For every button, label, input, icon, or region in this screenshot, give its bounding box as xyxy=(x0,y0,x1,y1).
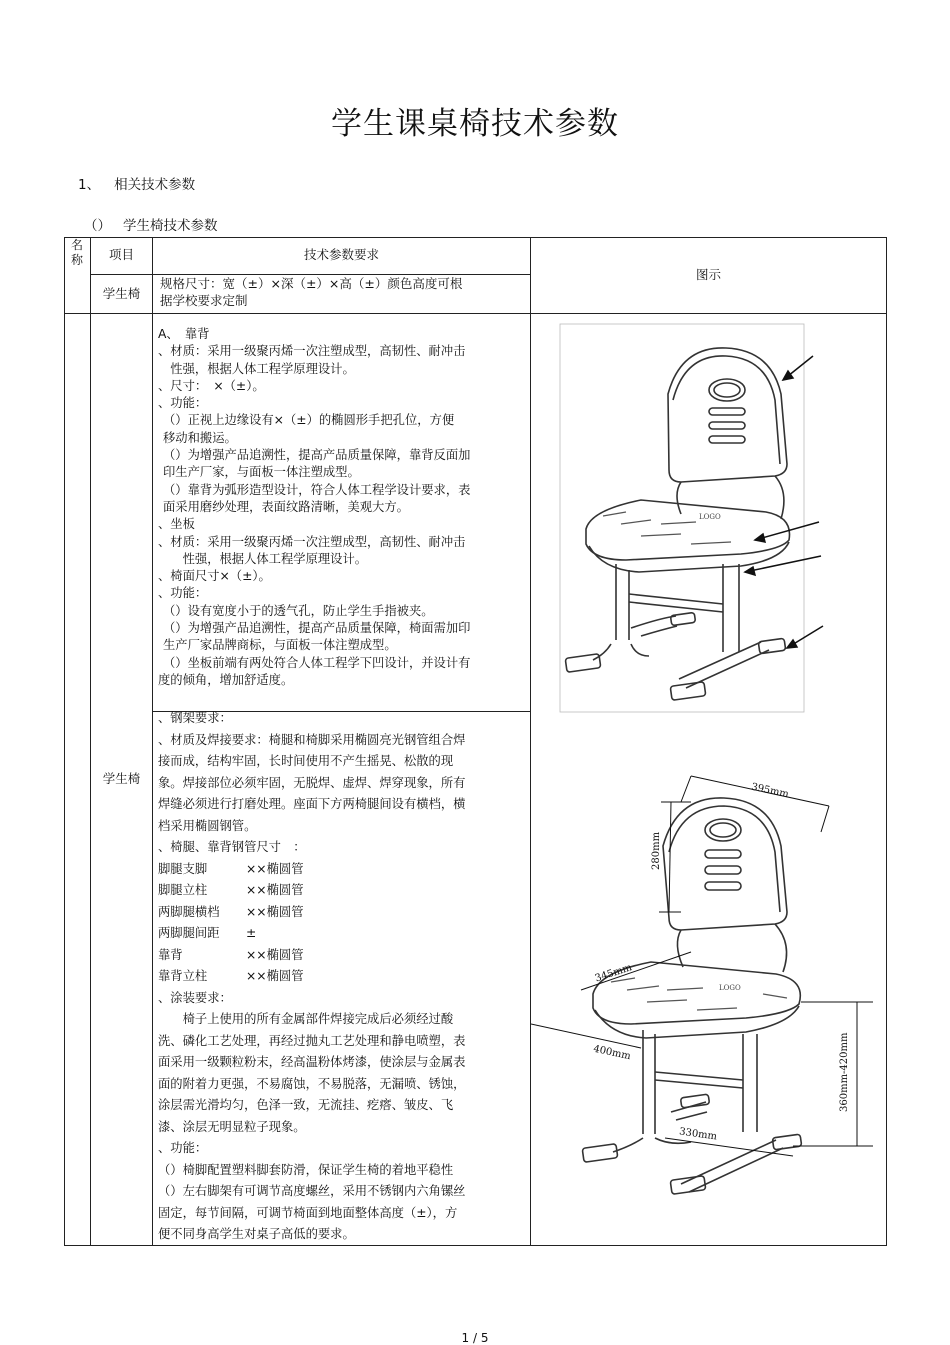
pipe-spec-row xyxy=(158,859,488,881)
dim-seat-height: 360mm-420mm xyxy=(839,1032,850,1112)
requirement-line: 度的倾角，增加舒适度。 xyxy=(158,672,294,687)
pipe-part: 两脚腿横档 xyxy=(158,904,220,919)
main-row-item: 学生椅 xyxy=(102,771,141,786)
requirement-line: 档采用椭圆钢管。 xyxy=(158,818,257,833)
header-requirements: 技术参数要求 xyxy=(303,247,379,262)
pipe-part: 脚腿支脚 xyxy=(158,861,208,876)
table-border-left xyxy=(64,237,65,1246)
requirement-line: 面采用一级颗粒粉末，经高温粉体烤漆，使涂层与金属表 xyxy=(158,1055,466,1069)
requirement-line: 、椅腿、靠背钢管尺寸 ： xyxy=(158,840,306,854)
seat-logo: LOGO xyxy=(699,513,721,521)
frame-requirements xyxy=(158,708,488,1246)
dim-seat-width: 345mm xyxy=(593,962,634,985)
pipe-part: 脚腿立柱 xyxy=(158,883,208,897)
requirement-line: 性强，根据人体工程学原理设计。 xyxy=(158,551,368,566)
spec-row-item: 学生椅 xyxy=(102,286,141,301)
requirement-line: 面采用磨纱处理，表面纹路清晰，美观大方。 xyxy=(163,499,409,514)
subsection-heading xyxy=(84,214,218,234)
chair-figure-1 xyxy=(531,314,886,714)
col-divider-1 xyxy=(90,237,91,1246)
pipe-spec: ××椭圆管 xyxy=(246,883,304,897)
requirement-line: （）设有宽度小于的透气孔，防止学生手指被夹。 xyxy=(163,603,434,618)
requirement-line: （）为增强产品追溯性，提高产品质量保障，靠背反面加 xyxy=(163,448,471,463)
requirement-line: 象。焊接部位必须牢固，无脱焊、虚焊、焊穿现象，所有 xyxy=(158,775,466,790)
table-border-right xyxy=(886,237,887,1246)
requirement-line: 、坐板 xyxy=(158,517,195,532)
requirement-line: 涂层需光滑均匀，色泽一致，无流挂、疙瘩、皱皮、飞 xyxy=(158,1098,454,1112)
spec-line: 规格尺寸：宽（±）×深（±）×高（±）颜色高度可根 xyxy=(160,276,463,291)
requirement-line: （）椅脚配置塑料脚套防滑，保证学生椅的着地平稳性 xyxy=(158,1162,454,1177)
requirement-line: 面的附着力更强，不易腐蚀，不易脱落，无漏喷、锈蚀， xyxy=(158,1076,466,1091)
requirement-line: 便不同身高学生对桌子高低的要求。 xyxy=(158,1227,355,1241)
requirement-line: A、 靠背 xyxy=(158,327,210,341)
pipe-part: 靠背立柱 xyxy=(158,969,208,983)
pipe-spec: ××椭圆管 xyxy=(246,904,304,919)
header-name: 名称 xyxy=(70,238,83,267)
pipe-spec-row xyxy=(158,880,488,902)
pipe-spec: ××椭圆管 xyxy=(246,861,304,876)
dim-seat-depth: 400mm xyxy=(592,1043,632,1063)
requirement-line: （）为增强产品追溯性，提高产品质量保障，椅面需加印 xyxy=(163,621,471,636)
requirement-line: 洗、磷化工艺处理，再经过抛丸工艺处理和静电喷塑，表 xyxy=(158,1033,466,1048)
backrest-seat-requirements xyxy=(158,326,488,689)
spec-row-requirements xyxy=(160,275,528,309)
section-number: 1、 xyxy=(78,177,101,193)
pipe-spec: ××椭圆管 xyxy=(246,947,304,962)
subsection-label: 学生椅技术参数 xyxy=(123,218,218,234)
requirement-line: 生产厂家品牌商标，与面板一体注塑成型。 xyxy=(163,638,397,653)
requirement-line: 、涂装要求： xyxy=(158,990,232,1005)
subsection-number: （） xyxy=(84,218,111,234)
requirement-line: （）左右脚架有可调节高度螺丝，采用不锈钢内六角镙丝 xyxy=(158,1184,466,1198)
requirement-line: 、功能： xyxy=(158,586,208,601)
dim-backrest-height: 280mm xyxy=(651,831,662,870)
table-border-top xyxy=(64,237,887,238)
requirement-line: （）靠背为弧形造型设计，符合人体工程学设计要求，表 xyxy=(163,482,471,497)
pipe-part: 靠背 xyxy=(158,947,183,962)
chair-figure-2 xyxy=(531,762,886,1202)
page-number: 1 / 5 xyxy=(461,1331,489,1345)
requirement-line: 固定，每节间隔，可调节椅面到地面整体高度（±），方 xyxy=(158,1205,458,1220)
pipe-spec-row xyxy=(158,945,488,967)
requirement-line: 漆、涂层无明显粒子现象。 xyxy=(158,1119,306,1134)
seat-logo: LOGO xyxy=(719,984,741,992)
col-divider-2 xyxy=(152,237,153,1246)
spec-line: 据学校要求定制 xyxy=(160,293,248,308)
page-title: 学生课桌椅技术参数 xyxy=(331,106,619,142)
requirement-line: 椅子上使用的所有金属部件焊接完成后必须经过酸 xyxy=(158,1012,454,1026)
requirement-line: 、钢架要求： xyxy=(158,711,232,725)
pipe-spec: ××椭圆管 xyxy=(246,969,304,983)
requirement-line: （）正视上边缘设有×（±）的椭圆形手把孔位，方便 xyxy=(163,413,455,428)
header-figure: 图示 xyxy=(695,267,721,282)
section-heading xyxy=(78,173,195,193)
pipe-spec-row xyxy=(158,902,488,924)
requirement-line: 、材质及焊接要求：椅腿和椅脚采用椭圆亮光钢管组合焊 xyxy=(158,732,466,747)
requirement-line: 印生产厂家，与面板一体注塑成型。 xyxy=(163,465,360,480)
requirement-line: 性强，根据人体工程学原理设计。 xyxy=(158,361,355,376)
dim-foot-spacing: 330mm xyxy=(678,1126,718,1143)
pipe-part: 两脚腿间距 xyxy=(158,926,220,940)
requirement-line: 、尺寸： ×（±）。 xyxy=(158,378,265,393)
requirement-line: 接而成，结构牢固，长时间使用不产生摇晃、松散的现 xyxy=(158,754,454,768)
requirement-line: 移动和搬运。 xyxy=(163,430,237,445)
requirement-line: 、椅面尺寸×（±）。 xyxy=(158,569,271,584)
pipe-spec-row xyxy=(158,923,488,945)
pipe-spec: ± xyxy=(246,926,257,940)
requirement-line: （）坐板前端有两处符合人体工程学下凹设计，并设计有 xyxy=(163,655,471,670)
requirement-line: 焊缝必须进行打磨处理。座面下方两椅腿间设有横档，横 xyxy=(158,797,466,811)
dim-width: 395mm xyxy=(750,781,790,801)
requirement-line: 、材质：采用一级聚丙烯一次注塑成型，高韧性、耐冲击 xyxy=(158,344,466,359)
section-label: 相关技术参数 xyxy=(114,177,196,193)
requirement-line: 、功能： xyxy=(158,396,208,411)
requirement-line: 、材质：采用一级聚丙烯一次注塑成型，高韧性、耐冲击 xyxy=(158,534,466,549)
pipe-spec-row xyxy=(158,966,488,988)
requirement-line: 、功能： xyxy=(158,1141,208,1155)
header-item: 项目 xyxy=(108,247,134,262)
